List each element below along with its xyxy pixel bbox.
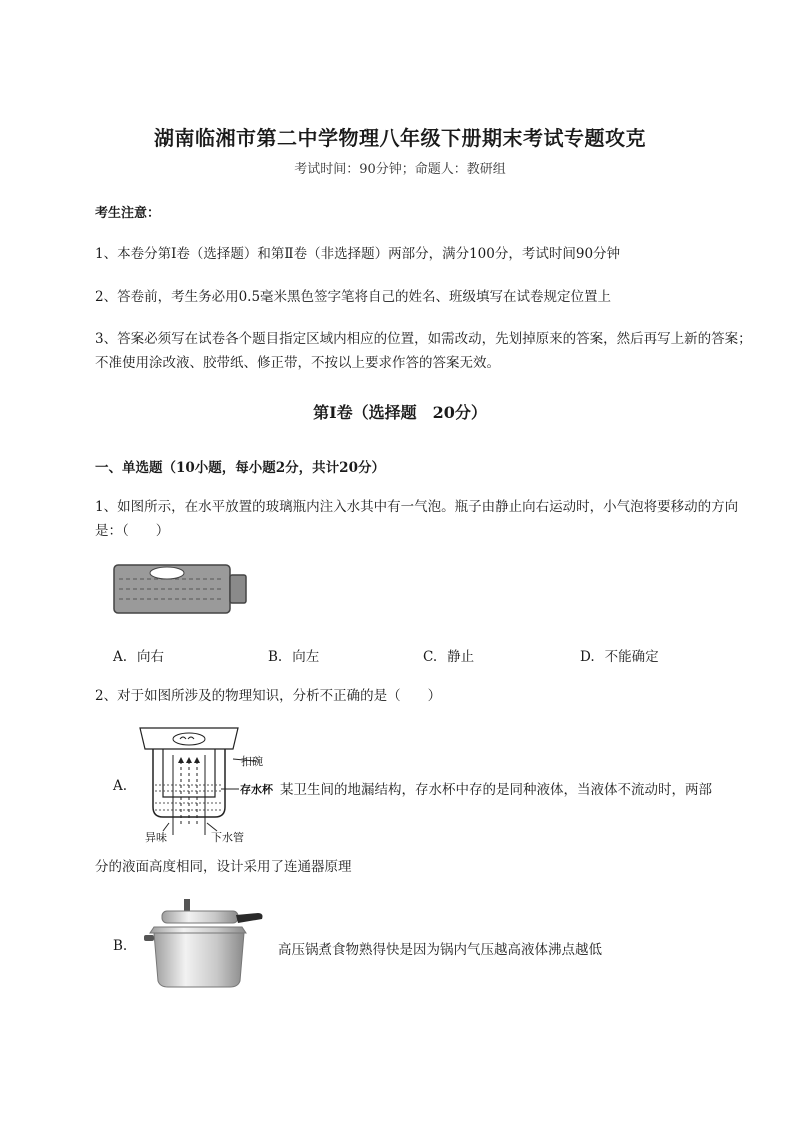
q2-option-b-text: 高压锅煮食物熟得快是因为锅内气压越高液体沸点越低 — [278, 942, 602, 958]
q1-option-d[interactable]: D. 不能确定 — [580, 649, 659, 665]
page-title: 湖南临湘市第二中学物理八年级下册期末考试专题攻克 — [154, 126, 646, 150]
section-title: 第I卷（选择题 20分） — [313, 403, 487, 422]
q2-option-a-text: 某卫生间的地漏结构，存水杯中存的是同种液体，当液体不流动时，两部 — [280, 782, 712, 798]
part-heading: 一、单选题（10小题，每小题2分，共计20分） — [95, 460, 385, 476]
notice-item-3: 3、答案必须写在试卷各个题目指定区域内相应的位置，如需改动，先划掉原来的答案，然后再写上新的答案；不准使用涂改液、胶带纸、修正带，不按以上要求作答的答案无效。 — [95, 331, 752, 371]
q2-option-a-text-cont: 分的液面高度相同，设计采用了连通器原理 — [95, 859, 352, 875]
question-1-stem: 1、如图所示，在水平放置的玻璃瓶内注入水其中有一气泡。瓶子由静止向右运动时，小气泡将要移动的方向是：（ ） — [95, 499, 739, 539]
q1-option-a[interactable]: A. 向右 — [113, 649, 165, 665]
q1-option-c[interactable]: C. 静止 — [423, 649, 475, 665]
label-cup: 存水杯 — [240, 783, 273, 796]
bottle-figure — [113, 563, 248, 615]
q2-option-a-letter[interactable]: A. — [113, 778, 128, 794]
exam-info: 考试时间：90分钟；命题人：教研组 — [294, 162, 506, 177]
label-odor: 异味 — [145, 831, 167, 844]
q2-option-b-letter[interactable]: B. — [113, 938, 128, 954]
label-pipe: 下水管 — [211, 831, 244, 844]
q1-option-b[interactable]: B. 向左 — [268, 649, 320, 665]
label-bowl: 扣碗 — [241, 755, 263, 768]
pressure-cooker-figure — [140, 897, 270, 989]
notice-item-2: 2、答卷前，考生务必用0.5毫米黑色签字笔将自己的姓名、班级填写在试卷规定位置上 — [95, 289, 612, 305]
notice-heading: 考生注意： — [95, 206, 161, 221]
question-2-stem: 2、对于如图所涉及的物理知识，分析不正确的是（ ） — [95, 688, 442, 704]
floor-drain-figure — [135, 725, 280, 847]
notice-item-1: 1、本卷分第I卷（选择题）和第Ⅱ卷（非选择题）两部分，满分100分，考试时间90分钟 — [95, 246, 621, 262]
